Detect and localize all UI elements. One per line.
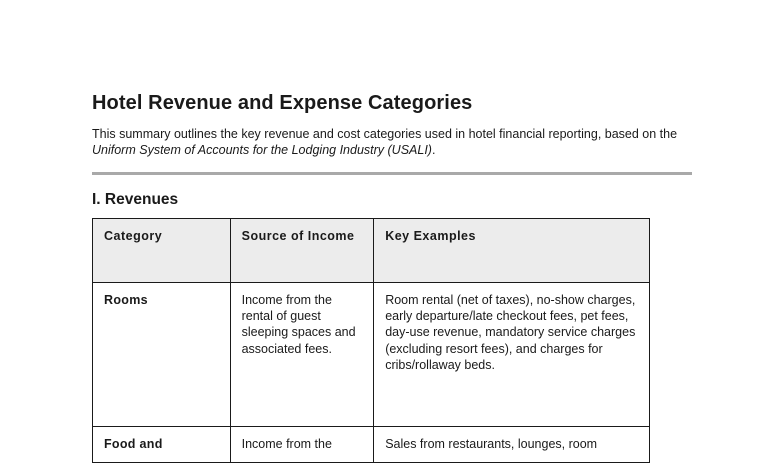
revenues-table xyxy=(92,218,650,463)
section-heading-revenues: I. Revenues xyxy=(92,191,179,208)
horizontal-divider xyxy=(92,172,692,175)
table-row xyxy=(93,283,650,427)
category-cell: Rooms xyxy=(93,283,231,427)
column-header-category: Category xyxy=(93,219,231,283)
source-cell: Income from the xyxy=(230,427,374,463)
table-header-row xyxy=(93,219,650,283)
subtitle-end: . xyxy=(431,143,436,157)
examples-cell: Sales from restaurants, lounges, room xyxy=(374,427,650,463)
column-header-source: Source of Income xyxy=(230,219,374,283)
table-row xyxy=(93,427,650,463)
source-cell: Income from the rental of guest sleeping spaces and associated fees. xyxy=(230,283,374,427)
column-header-examples: Key Examples xyxy=(374,219,650,283)
page-title: Hotel Revenue and Expense Categories xyxy=(92,92,473,114)
subtitle-text: This summary outlines the key revenue and cost categories used in hotel financial reporting, based on the xyxy=(92,127,678,141)
category-cell: Food and xyxy=(93,427,231,463)
examples-cell: Room rental (net of taxes), no-show charges, early departure/late checkout fees, pet fees, day-use revenue, mandatory service charges (excluding resort fees), and charges for cribs/rollaway beds. xyxy=(374,283,650,427)
subtitle-source-title: Uniform System of Accounts for the Lodging Industry (USALI) xyxy=(92,143,432,157)
document-subtitle xyxy=(92,126,692,158)
